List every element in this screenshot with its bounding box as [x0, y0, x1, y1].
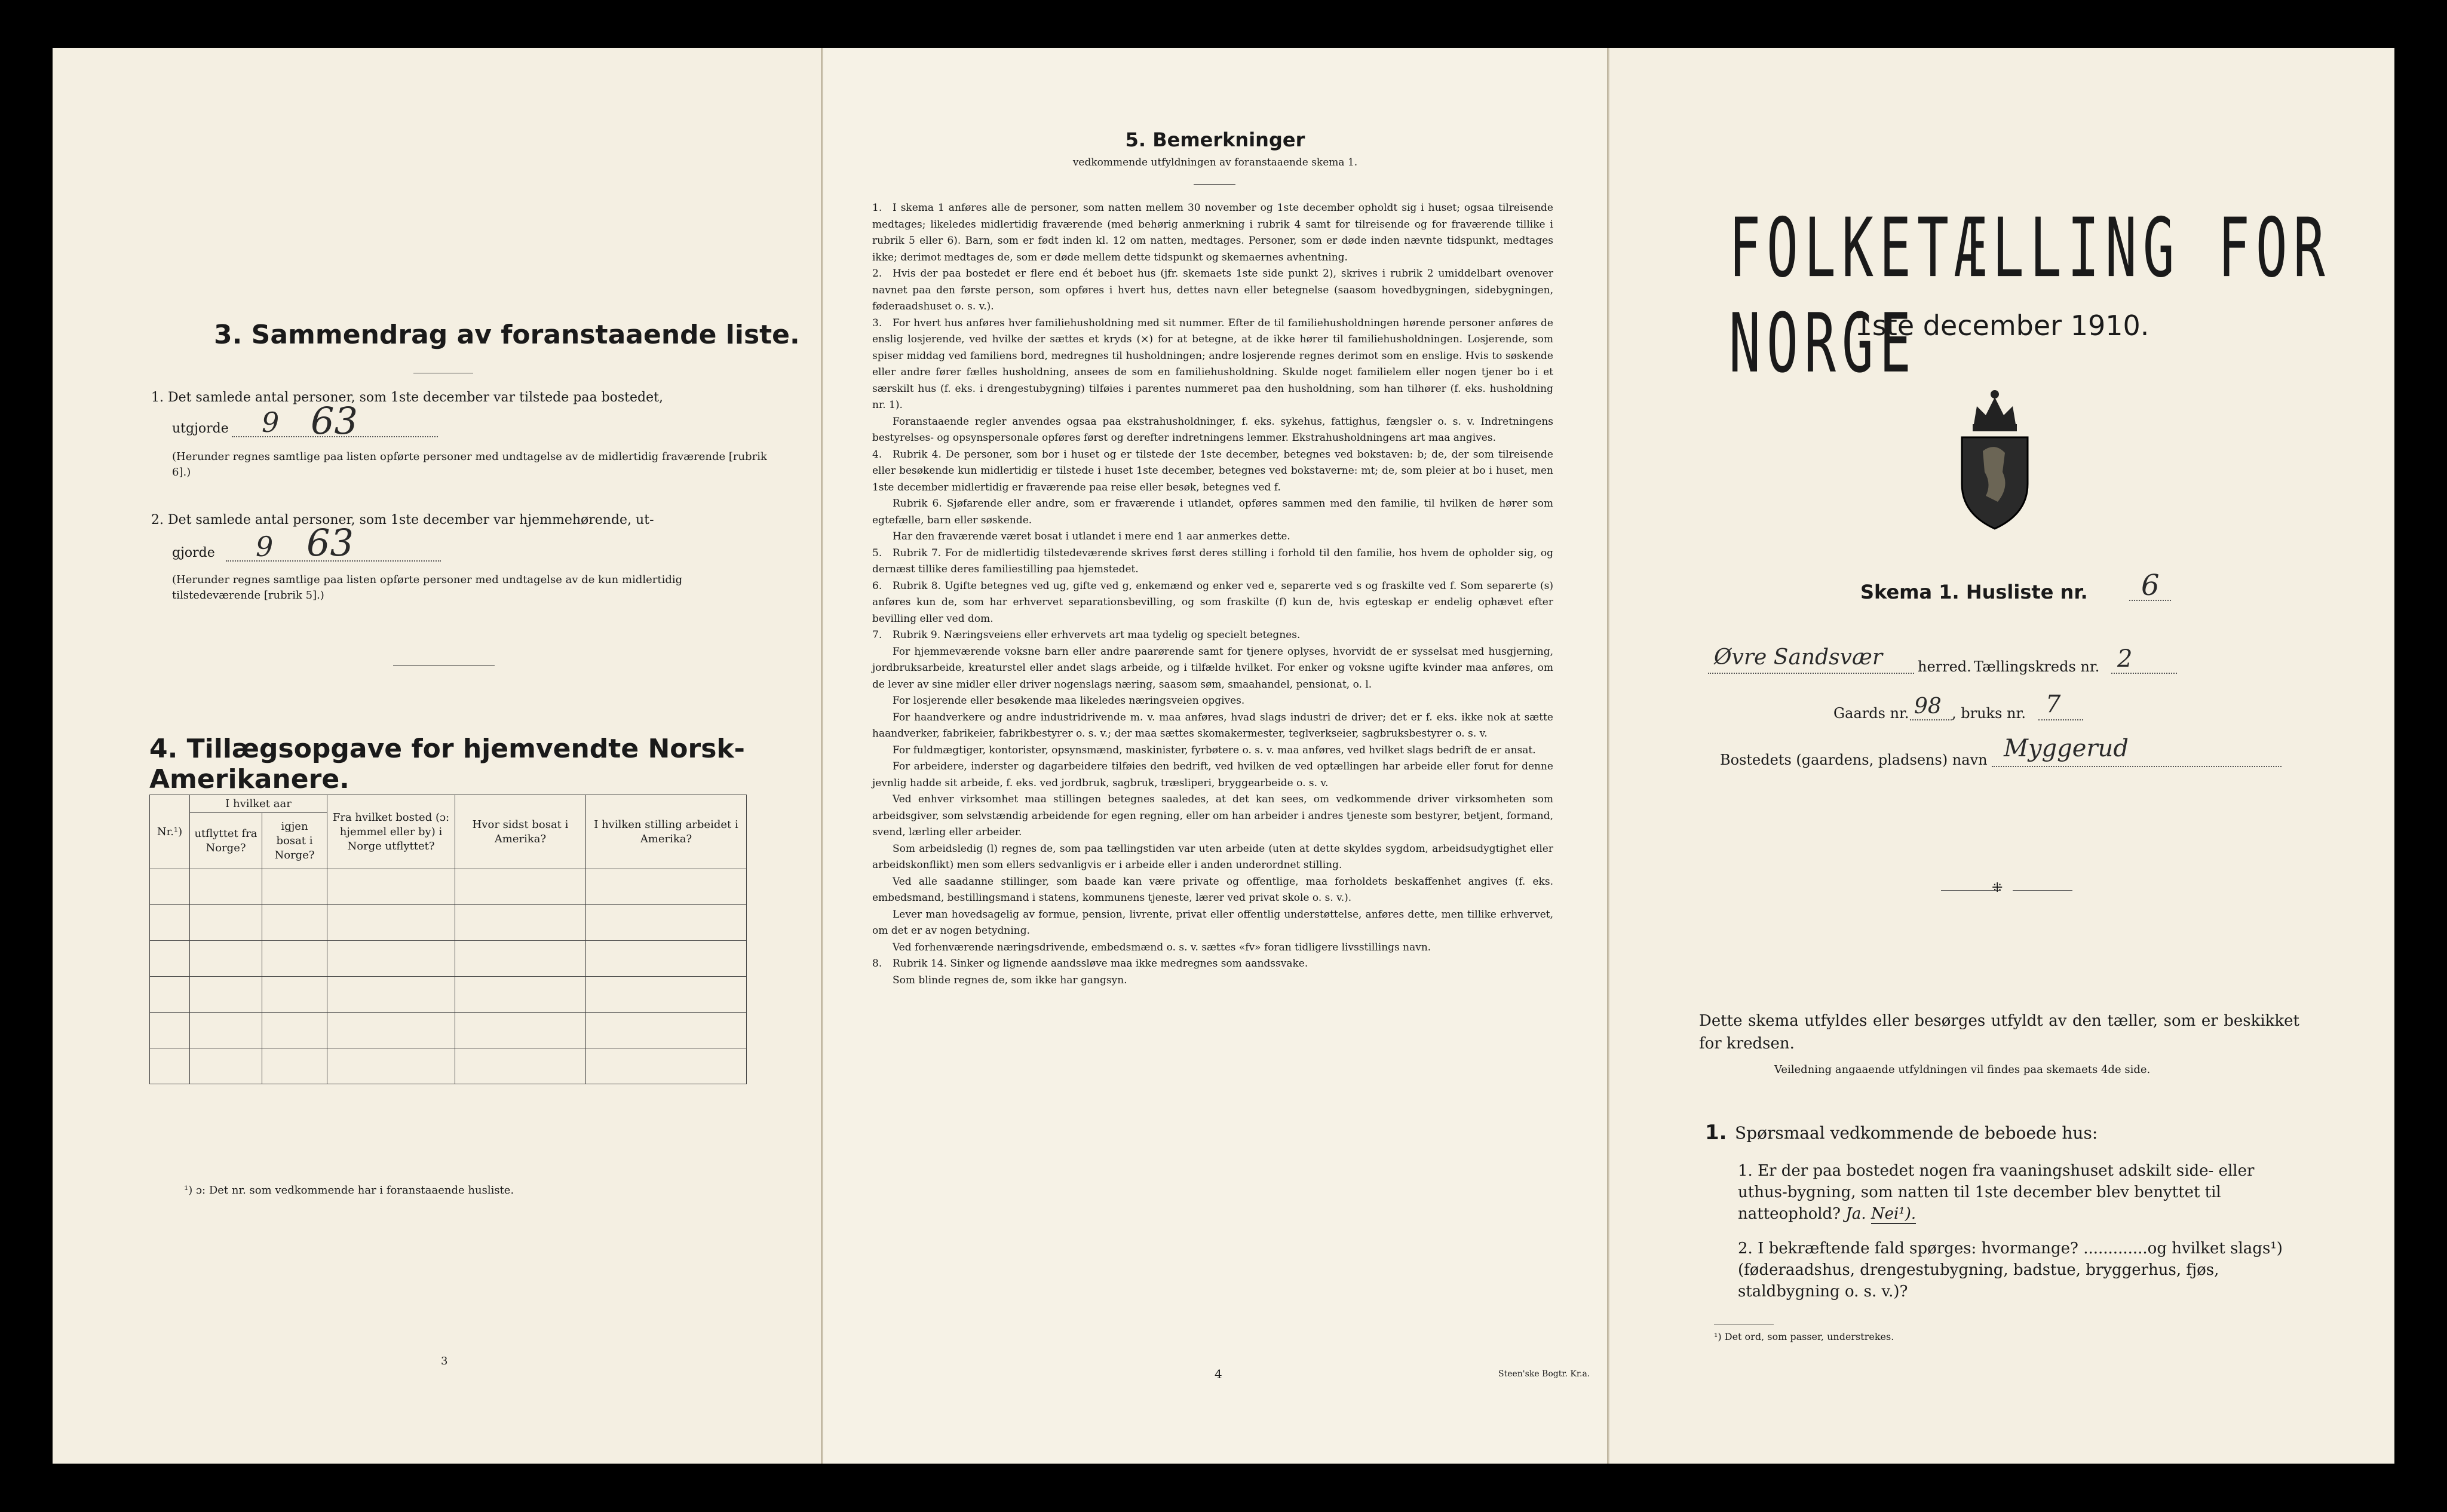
remark-paragraph [872, 496, 1553, 529]
remarks-body [872, 200, 1553, 989]
col-hvor: Hvor sidst bosat i Amerika? [455, 795, 586, 869]
remark-paragraph [872, 973, 1553, 989]
remark-paragraph [872, 414, 1553, 447]
remark-text: Har den fraværende været bosat i utlandet i mere end 1 aar anmerkes dette. [893, 530, 1290, 542]
remark-number: 3. [872, 317, 882, 329]
remark-text: Rubrik 7. For de midlertidig tilstedeværende skrives først deres stilling i forhold til den familie, hos hvem de opholder sig, og dernæst tillike deres familiestilling paa hjemstedet. [872, 547, 1553, 575]
remark-paragraph [872, 447, 1553, 496]
remark-text: Rubrik 8. Ugifte betegnes ved ug, gifte ved g, enkemænd og enker ved e, separerte ved s og fraskilte ved f. Som separerte (s) anføres kun de, som har erhvervet separationsbevilling, og som fraskilte (f) kun de, hvis egteskap er endelig ophævet efter bevilling eller ved dom. [872, 579, 1553, 625]
remark-text: For arbeidere, inderster og dagarbeidere tilføies den bedrift, ved hvilken de ved optællingen har arbeide eller forut for denne jevnlig hadde sit arbeide, f. eks. ved jordbruk, sagbruk, træsliperi, bryggearbeide o. s. v. [872, 760, 1553, 789]
remark-paragraph [872, 956, 1553, 973]
table-row [150, 977, 747, 1013]
remark-text: Rubrik 6. Sjøfarende eller andre, som er fraværende i utlandet, opføres sammen med den familie, til hvilken de hører som egtefælle, barn eller søskende. [872, 498, 1553, 526]
remark-paragraph [872, 200, 1553, 266]
remark-text: Rubrik 9. Næringsveiens eller erhvervets art maa tydelig og specielt betegnes. [893, 629, 1301, 641]
remark-paragraph [872, 693, 1553, 710]
remark-paragraph [872, 529, 1553, 545]
bruks-nr: 7 [2046, 691, 2061, 718]
census-date: 1ste december 1910. [1854, 309, 2149, 342]
remark-paragraph [872, 545, 1553, 578]
instruction-text: Dette skema utfyldes eller besørges utfyldt av den tæller, som er beskikket for kredsen. [1699, 1012, 2299, 1053]
remark-text: Rubrik 14. Sinker og lignende aandssløve maa ikke medregnes som aandssvake. [893, 958, 1308, 970]
gaards-label: Gaards nr. [1833, 705, 1909, 722]
remark-paragraph [872, 907, 1553, 940]
table-row [150, 1013, 747, 1048]
page-number: 4 [1215, 1367, 1222, 1381]
table-row [150, 941, 747, 977]
item2-note: (Herunder regnes samtlige paa listen opførte personer med undtagelse av de kun midlertidig tilstedeværende [rubrik 5].) [172, 573, 683, 602]
bosted-label: Bostedets (gaardens, pladsens) navn [1720, 752, 1988, 768]
remark-paragraph [872, 315, 1553, 414]
item1-handwritten-a: 9 [262, 406, 280, 438]
col-igjen: igjen bosat i Norge? [262, 813, 327, 869]
remarks-subheading: vedkommende utfyldningen av foranstaaende skema 1. [1072, 157, 1358, 168]
remark-text: Hvis der paa bostedet er flere end ét beboet hus (jfr. skemaets 1ste side punkt 2), skrives i rubrik 2 umiddelbart ovenover navnet paa den første person, som opføres i hvert hus, dettes navn eller betegnelse (saasom hovedbygningen, sidebygningen, føderaadshuset o. s. v.). [872, 268, 1553, 312]
col-stilling: I hvilken stilling arbeidet i Amerika? [586, 795, 747, 869]
remark-paragraph [872, 874, 1553, 907]
bosted-handwritten: Myggerud [2004, 735, 2129, 762]
census-title: FOLKETÆLLING FOR NORGE [1729, 200, 2331, 391]
answer-ja: Ja. [1845, 1205, 1866, 1223]
veiledning-text: Veiledning angaaende utfyldningen vil findes paa skemaets 4de side. [1774, 1063, 2151, 1076]
page-4 [823, 48, 1607, 1464]
remark-number: 1. [872, 202, 882, 214]
remark-text: For hvert hus anføres hver familiehusholdning med sit nummer. Efter de til familiehusholdningen hørende personer anføres de enslig losjerende, ved hvilke der sættes et kryds (×) for at betegne, at de ikke hører til familiehusholdningen. Losjerende, som spiser middag ved familiens bord, medregnes til husholdningen; andre losjerende regnes derimot som en enslige. Hvis to søskende eller andre fører fælles husholdning, ansees de som en familiehusholdning. Skulde noget familielem eller nogen tjener bo i et særskilt hus (f. eks. i drengestubygning) tilføies i parentes nummeret paa den husholdning, som han tilhører (f. eks. husholdning nr. 1). [872, 317, 1553, 411]
kreds-label: Tællingskreds nr. [1974, 658, 2100, 675]
herred-handwritten: Øvre Sandsvær [1714, 645, 1883, 670]
remark-text: Foranstaaende regler anvendes ogsaa paa ekstrahusholdninger, f. eks. sykehus, fattighus, fængsler o. s. v. Indretningens bestyrelses- og opsynspersonale opføres først og derefter indretningens lemmer. Ekstrahusholdningens art maa angives. [872, 415, 1553, 444]
remark-paragraph [872, 710, 1553, 743]
col-nr: Nr.¹) [150, 795, 190, 869]
page-1 [1609, 48, 2394, 1464]
printer-mark: Steen'ske Bogtr. Kr.a. [1498, 1369, 1590, 1379]
remark-paragraph [872, 627, 1553, 644]
remark-paragraph [872, 841, 1553, 874]
remark-paragraph [872, 940, 1553, 956]
remark-paragraph [872, 743, 1553, 759]
bruks-label: , bruks nr. [1952, 705, 2026, 722]
coat-of-arms-icon [1950, 382, 2040, 532]
remark-text: Som blinde regnes de, som ikke har gangsyn. [893, 974, 1127, 986]
remark-number: 5. [872, 547, 882, 559]
norsk-amerikanere-heading: 4. Tillægsopgave for hjemvendte Norsk-Amerikanere. [149, 734, 745, 795]
item2-handwritten-a: 9 [256, 530, 274, 563]
remark-paragraph [872, 266, 1553, 315]
page-number: 3 [441, 1355, 448, 1367]
summary-heading: 3. Sammendrag av foranstaaende liste. [214, 320, 800, 350]
remark-text: Ved enhver virksomhet maa stillingen betegnes saaledes, at det kan sees, om vedkommende driver virksomheten som arbeidsgiver, som selvstændig arbeidende for egen regning, eller om han arbeider i andres tjeneste som bestyrer, betjent, formand, svend, lærling eller arbeider. [872, 793, 1553, 838]
divider [2013, 890, 2072, 891]
remark-text: Ved alle saadanne stillinger, som baade kan være private og offentlige, maa forholdets beskaffenhet angives (f. eks. embedsmand, bestillingsmand i statens, kommunens tjeneste, lærer ved privat skole o. s. v.). [872, 875, 1553, 904]
remark-paragraph [872, 792, 1553, 841]
col-fra: Fra hvilket bosted (ɔ: hjemmel eller by) i Norge utflyttet? [327, 795, 455, 869]
remark-text: Lever man hovedsagelig av formue, pension, livrente, privat eller offentlig understøttelse, anføres dette, men tillike erhvervet, om det er av nogen betydning. [872, 908, 1553, 937]
remark-number: 8. [872, 958, 882, 970]
remark-number: 2. [872, 268, 882, 280]
bosted-line [1992, 763, 2282, 767]
table-row [150, 869, 747, 905]
item2-handwritten-b: 63 [306, 521, 354, 565]
kreds-nr: 2 [2117, 645, 2133, 673]
remark-text: Som arbeidsledig (l) regnes de, som paa tællingstiden var uten arbeide (uten at dette skyldes sygdom, arbeidsudygtighet eller arbeidskonflikt) men som ellers sedvanligvis er i arbeide eller i anden underordnet stilling. [872, 842, 1553, 871]
remark-number: 7. [872, 629, 882, 641]
norsk-amerikanere-table [149, 795, 747, 1084]
remark-number: 4. [872, 448, 882, 461]
question-section-number: 1. [1705, 1121, 1727, 1145]
col-group-year: I hvilket aar [190, 795, 327, 813]
remark-text: For losjerende eller besøkende maa likeledes næringsveien opgives. [893, 695, 1245, 707]
answer-nei: Nei¹). [1870, 1205, 1916, 1223]
question-2: 2. I bekræftende fald spørges: hvormange? .............og hvilket slags¹) (føderaadshus, drengestubygning, badstue, bryggerhus, fjøs, staldbygning o. s. v.)? [1738, 1240, 2283, 1301]
remark-paragraph [872, 759, 1553, 792]
remark-text: For hjemmeværende voksne barn eller andre paarørende samt for tjenere oplyses, hvorvidt de er sysselsat med husgjerning, jordbruksarbeide, kreaturstel eller andet slags arbeide, og i tilfælde hvilket. For enker og voksne ugifte kvinder maa anføres, om de lever av sine midler eller driver nogenslags næring, saasom søm, smaahandel, pensionat, o. l. [872, 645, 1553, 691]
remark-paragraph [872, 644, 1553, 694]
remark-text: Ved forhenværende næringsdrivende, embedsmænd o. s. v. sættes «fv» foran tidligere livsstillings navn. [893, 941, 1431, 953]
question-section-heading: Spørsmaal vedkommende de beboede hus: [1735, 1123, 2098, 1143]
remark-text: For haandverkere og andre industridrivende m. v. maa anføres, hvad slags industri de driver; det er f. eks. ikke nok at sætte haandverker, fabrikeier, fabrikbestyrer o. s. v.; der maa sættes skomakermester, teglverkseier, sagbruksbestyrer o. s. v. [872, 711, 1553, 740]
question-1: 1. Er der paa bostedet nogen fra vaaningshuset adskilt side- eller uthus-bygning, som natten til 1ste december blev benyttet til natteophold? Ja. Nei¹). [1738, 1162, 2255, 1223]
remark-text: I skema 1 anføres alle de personer, som natten mellem 30 november og 1ste december opholdt sig i huset; ogsaa tilreisende medtages; likeledes midlertidig fraværende (med behørig anmerkning i rubrik 4 samt for tilreisende og for fraværende tillike i rubrik 5 eller 6). Barn, som er født inden kl. 12 om natten, medtages. Personer, som er døde inden nævnte tidspunkt, medtages ikke; derimot medtages de, som er døde mellem dette tidspunkt og skemaernes avhentning. [872, 202, 1553, 263]
remark-number: 6. [872, 579, 882, 592]
divider [1194, 184, 1235, 185]
gaards-nr: 98 [1914, 694, 1942, 719]
item1-label: utgjorde [172, 421, 229, 436]
item1-handwritten-b: 63 [311, 399, 358, 443]
table-row [150, 905, 747, 941]
remarks-heading: 5. Bemerkninger [1125, 128, 1305, 151]
item1-note: (Herunder regnes samtlige paa listen opførte personer med undtagelse av de midlertidig fraværende [rubrik 6].) [172, 450, 767, 479]
herred-line [1708, 670, 1914, 674]
item2-label: gjorde [172, 545, 215, 560]
remark-text: For fuldmægtiger, kontorister, opsynsmænd, maskinister, fyrbøtere o. s. v. maa anføres, ved hvilket slags bedrift de er ansat. [893, 744, 1536, 756]
table-row [150, 1048, 747, 1084]
remark-paragraph [872, 578, 1553, 628]
col-utflyttet: utflyttet fra Norge? [190, 813, 262, 869]
skema-label: Skema 1. Husliste nr. [1860, 581, 2088, 603]
table-footnote: ¹) ɔ: Det nr. som vedkommende har i foranstaaende husliste. [184, 1184, 514, 1197]
husliste-nr: 6 [2141, 569, 2160, 602]
item1-text: 1. Det samlede antal personer, som 1ste december var tilstede paa bostedet, [151, 390, 663, 405]
page-3 [53, 48, 821, 1464]
item2-text: 2. Det samlede antal personer, som 1ste december var hjemmehørende, ut- [151, 513, 654, 527]
remark-text: Rubrik 4. De personer, som bor i huset og er tilstede der 1ste december, betegnes ved bokstaven: b; de, der som tilreisende eller besøkende kun midlertidig er tilstede i huset 1ste december, betegnes ved bokstaverne: mt; de, som pleier at bo i huset, men 1ste december midlertidig er fraværende paa reise eller besøk, betegnes ved f. [872, 448, 1553, 493]
ornament-icon: ⁜ [1992, 881, 2003, 895]
herred-label: herred. [1918, 658, 1971, 675]
page1-footnote: ¹) Det ord, som passer, understrekes. [1714, 1331, 1894, 1342]
